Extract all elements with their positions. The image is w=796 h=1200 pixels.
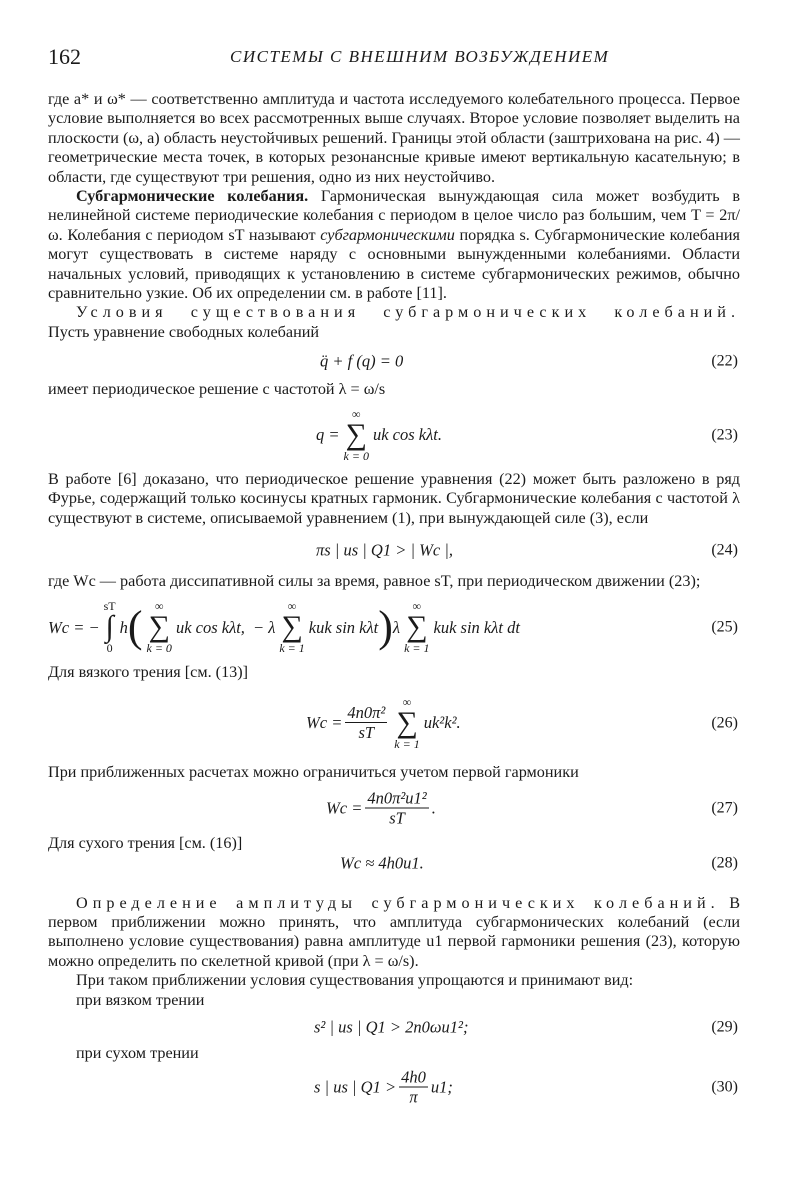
sum-upper-limit: ∞: [412, 599, 422, 614]
sum-operator: ∞ ∑ k = 0: [146, 599, 172, 656]
sum-operator: ∞ ∑ k = 1: [404, 599, 430, 656]
equation-body: Wc ≈ 4h0u1.: [340, 852, 424, 872]
page-number: 162: [48, 44, 81, 69]
equation-lhs: q =: [316, 424, 340, 444]
integral-operator: sT ∫ 0: [103, 599, 116, 656]
equation-lhs: Wc =: [306, 713, 343, 733]
fraction-numerator: 4h0: [401, 1067, 426, 1087]
equation-term: kuk sin kλt: [308, 617, 379, 637]
equation-rhs: uk²k².: [423, 713, 461, 733]
paragraph-text: В первом приближении можно принять, что амплитуда субгармонических колебаний (если выполнено условие существования) равна амплитуде u1 первой гармоники решения (23), которую можно определить по скелетной кривой (при λ = ω/s).: [48, 893, 740, 970]
equation-number: (22): [711, 352, 738, 370]
sum-lower-limit: k = 1: [404, 641, 430, 656]
equation-number: (24): [711, 541, 738, 559]
sum-upper-limit: ∞: [351, 406, 361, 421]
paragraph: Для сухого трения [см. (16)]: [48, 834, 243, 853]
equation-body: [306, 696, 461, 750]
sum-lower-limit: k = 0: [343, 448, 369, 463]
equation-30: [48, 1063, 740, 1111]
equation-term: uk cos kλt,: [175, 617, 245, 637]
equation-rhs: uk cos kλt.: [372, 424, 442, 444]
equation-body: πs | us | Q1 > | Wc |,: [316, 540, 453, 560]
equation-number: (28): [711, 853, 738, 871]
sum-lower-limit: k = 1: [394, 736, 420, 751]
paragraph-text: Гармоническая вынуждающая сила может возбудить в нелинейной системе периодические колебания с периодом в целое число раз большим, чем T = 2π/ω. Колебания с периодом sT называют: [48, 187, 740, 244]
fraction-denominator: π: [409, 1087, 418, 1107]
spaced-heading: Определение амплитуды субгармонических колебаний.: [76, 893, 720, 912]
section-heading: Субгармонические колебания.: [76, 187, 309, 206]
paragraph-subharmonic: [48, 187, 740, 303]
equation-body: [326, 789, 436, 828]
fraction: [399, 1068, 428, 1107]
equation-lhs: s | us | Q1 >: [314, 1077, 397, 1097]
equation-lhs: Wc =: [326, 798, 363, 818]
sum-upper-limit: ∞: [154, 599, 164, 614]
term-emphasis: субгармоническими: [320, 225, 455, 244]
equation-lhs: Wc = −: [48, 617, 100, 637]
paragraph: при сухом трении: [76, 1043, 199, 1062]
equation-term: λ: [392, 617, 401, 637]
equation-number: (27): [711, 799, 738, 817]
paragraph: Для вязкого трения [см. (13)]: [48, 663, 249, 682]
equation-body: Wc = − sT ∫ 0 h ( ∞ ∑ k = 0 uk cos kλt, − λ ∞ ∑ k = 1 kuk sin kλt ) λ ∞ ∑ k = 1 kuk sin kλt dt: [48, 599, 520, 656]
integral-lower-limit: 0: [106, 641, 113, 656]
paragraph: при вязком трении: [76, 990, 205, 1009]
equation-25: [48, 591, 740, 663]
sum-upper-limit: ∞: [402, 694, 412, 709]
equation-body: [314, 1068, 453, 1107]
paragraph: В работе [6] доказано, что периодическое решение уравнения (22) может быть разложено в ряд Фурье, содержащий только косинусы кратных гармоник. Субгармонические колебания с частотой λ существуют в системе, описываемой уравнением (1), при вынуждающей силе (3), если: [48, 469, 740, 527]
equation-number: (30): [711, 1078, 738, 1096]
equation-23: [48, 400, 740, 470]
fraction: [365, 789, 428, 828]
paragraph: где Wc — работа диссипативной силы за время, равное sT, при периодическом движении (23);: [48, 571, 701, 590]
equation-29: [48, 1010, 740, 1044]
equation-22: [48, 342, 740, 380]
function-h: h: [119, 617, 128, 637]
paragraph: При приближенных расчетах можно ограничиться учетом первой гармоники: [48, 762, 579, 781]
equation-number: (26): [711, 714, 738, 732]
paragraph-amplitude: [48, 894, 740, 972]
integral-upper-limit: sT: [103, 599, 116, 614]
equation-27: [48, 782, 740, 834]
paragraph-text: порядка s. Субгармонические колебания могут существовать в системе наряду с основными вынужденными колебаниями. Области начальных условий, приводящих к установлению в системе субгармонических режимов, обычно сравнительно узкие. Об их определении см. в работе [11].: [48, 225, 740, 303]
paragraph: где a* и ω* — соответственно амплитуда и частота исследуемого колебательного процесса. Первое условие выполняется во всех рассмотренных выше случаях. Второе условие позволяет выделить на плоскости (ω, a) область неустойчивых решений. Границы этой области (заштрихована на рис. 4) — геометрические места точек, в которых резонансные кривые имеют вертикальную касательную; в области, где существуют три решения, одно из них неустойчиво.: [48, 90, 740, 186]
paragraph-conditions: [48, 303, 740, 342]
page-body: [48, 90, 740, 1111]
sum-upper-limit: ∞: [287, 599, 297, 614]
equation-body: s² | us | Q1 > 2n0ωu1²;: [314, 1017, 469, 1037]
fraction-numerator: 4n0π²: [347, 703, 386, 723]
equation-number: (23): [711, 425, 738, 443]
equation-term: − λ: [252, 617, 276, 637]
equation-tail: .: [431, 798, 436, 818]
spaced-heading: Условия существования субгармонических колебаний.: [76, 303, 740, 322]
equation-tail: u1;: [430, 1077, 453, 1097]
sum-lower-limit: k = 0: [146, 641, 172, 656]
fraction: [345, 703, 387, 742]
sum-operator: ∞ ∑ k = 1: [394, 694, 420, 751]
running-title: СИСТЕМЫ С ВНЕШНИМ ВОЗБУЖДЕНИЕМ: [230, 47, 610, 66]
equation-body: [316, 408, 442, 462]
sum-operator: ∞ ∑ k = 1: [279, 599, 305, 656]
equation-number: (29): [711, 1018, 738, 1036]
paragraph: имеет периодическое решение с частотой λ = ω/s: [48, 380, 386, 399]
equation-body: q̈ + f (q) = 0: [320, 351, 404, 371]
equation-term: kuk sin kλt dt: [433, 617, 520, 637]
fraction-denominator: sT: [358, 723, 375, 743]
fraction-denominator: sT: [389, 808, 405, 828]
equation-28: [48, 850, 740, 876]
equation-24: [48, 528, 740, 572]
sum-lower-limit: k = 1: [279, 641, 305, 656]
sum-operator: ∞ ∑ k = 0: [343, 406, 369, 463]
paragraph: При таком приближении условия существования упрощаются и принимают вид:: [76, 971, 634, 990]
paragraph-text: Пусть уравнение свободных колебаний: [48, 322, 320, 341]
equation-26: [48, 683, 740, 763]
fraction-numerator: 4n0π²u1²: [367, 788, 427, 808]
equation-number: (25): [711, 618, 738, 636]
page-header: [48, 44, 748, 74]
